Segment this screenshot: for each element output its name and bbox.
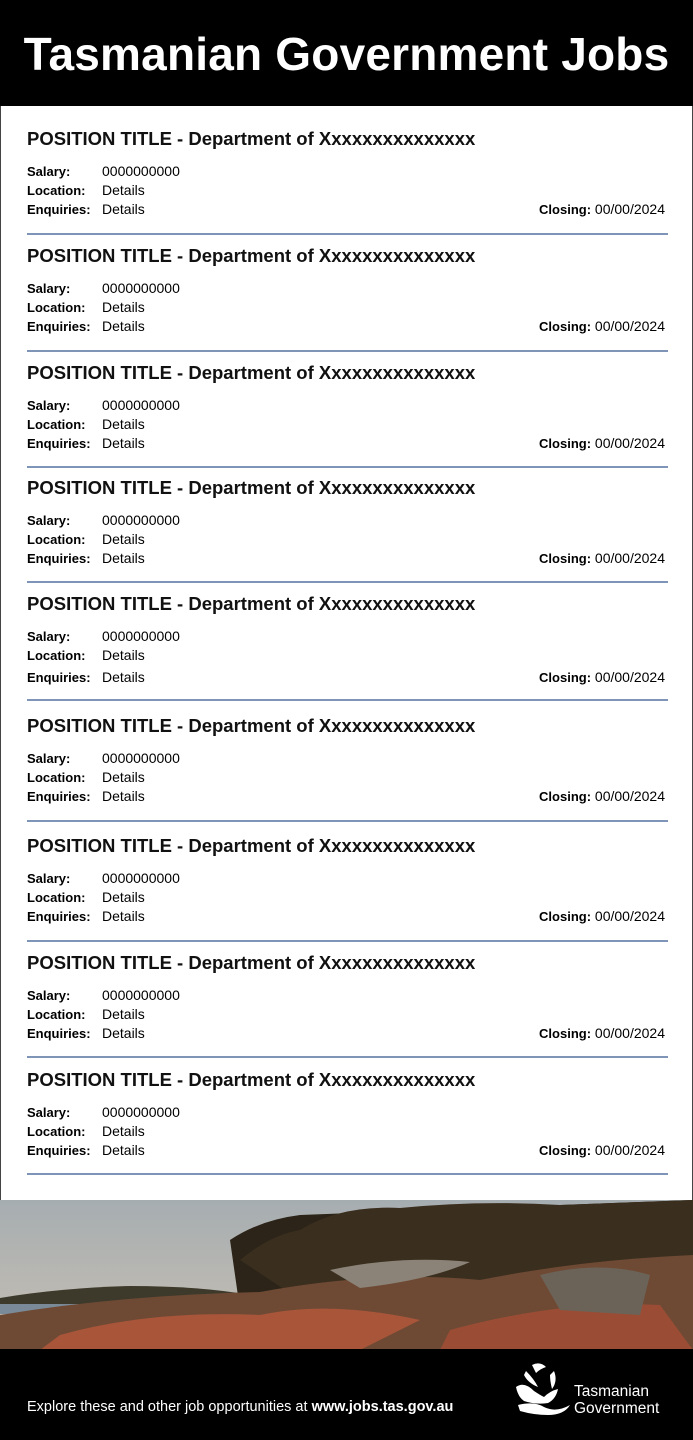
job-listing[interactable] (27, 715, 668, 831)
listing-divider (27, 581, 668, 583)
listing-divider (27, 233, 668, 235)
listing-divider (27, 820, 668, 822)
page-footer (0, 1349, 693, 1440)
salary-row (27, 750, 180, 766)
landscape-image-icon (0, 1200, 693, 1350)
closing-label: Closing: (539, 909, 592, 924)
enquiries-label: Enquiries: (27, 909, 91, 924)
location-label: Location: (27, 648, 86, 663)
closing-value: 00/00/2024 (594, 1025, 665, 1041)
job-listing[interactable] (27, 593, 668, 709)
location-value: Details (102, 531, 145, 547)
enquiries-label: Enquiries: (27, 789, 91, 804)
salary-value: 0000000000 (102, 870, 180, 886)
closing-value: 00/00/2024 (594, 318, 665, 334)
location-label: Location: (27, 532, 86, 547)
listing-divider (27, 699, 668, 701)
tasmanian-government-logo (514, 1359, 674, 1421)
closing-date (539, 788, 665, 804)
enquiries-row (27, 435, 145, 451)
location-value: Details (102, 1006, 145, 1022)
enquiries-row (27, 1025, 145, 1041)
closing-date (539, 1025, 665, 1041)
enquiries-value: Details (102, 201, 145, 217)
position-title[interactable]: POSITION TITLE - Department of Xxxxxxxxxxxxxxx (27, 362, 476, 383)
enquiries-row (27, 201, 145, 217)
jobs-site-link[interactable]: www.jobs.tas.gov.au (311, 1399, 454, 1415)
position-title[interactable]: POSITION TITLE - Department of Xxxxxxxxxxxxxxx (27, 715, 476, 736)
salary-value: 0000000000 (102, 512, 180, 528)
location-value: Details (102, 416, 145, 432)
salary-label: Salary: (27, 871, 71, 886)
salary-row (27, 1104, 180, 1120)
salary-row (27, 512, 180, 528)
closing-date (539, 908, 665, 924)
enquiries-value: Details (102, 788, 145, 804)
location-value: Details (102, 769, 145, 785)
listing-divider (27, 466, 668, 468)
enquiries-label: Enquiries: (27, 1143, 91, 1158)
closing-date (539, 318, 665, 334)
location-label: Location: (27, 1124, 86, 1139)
position-title[interactable]: POSITION TITLE - Department of Xxxxxxxxxxxxxxx (27, 835, 476, 856)
listing-divider (27, 1056, 668, 1058)
closing-value: 00/00/2024 (594, 788, 665, 804)
enquiries-row (27, 1142, 145, 1158)
salary-row (27, 397, 180, 413)
enquiries-row (27, 908, 145, 924)
enquiries-value: Details (102, 318, 145, 334)
listing-divider (27, 350, 668, 352)
job-listing[interactable] (27, 362, 668, 478)
salary-value: 0000000000 (102, 280, 180, 296)
salary-label: Salary: (27, 1105, 71, 1120)
listing-divider (27, 1173, 668, 1175)
closing-value: 00/00/2024 (594, 1142, 665, 1158)
salary-label: Salary: (27, 751, 71, 766)
location-row (27, 1006, 145, 1022)
position-title[interactable]: POSITION TITLE - Department of Xxxxxxxxxxxxxxx (27, 952, 476, 973)
closing-label: Closing: (539, 670, 592, 685)
position-title[interactable]: POSITION TITLE - Department of Xxxxxxxxxxxxxxx (27, 1069, 476, 1090)
location-value: Details (102, 647, 145, 663)
location-value: Details (102, 889, 145, 905)
salary-value: 0000000000 (102, 1104, 180, 1120)
enquiries-label: Enquiries: (27, 1026, 91, 1041)
logo-wordmark (574, 1383, 659, 1417)
landscape-photo (0, 1200, 693, 1350)
closing-date (539, 1142, 665, 1158)
location-row (27, 416, 145, 432)
salary-label: Salary: (27, 398, 71, 413)
location-label: Location: (27, 890, 86, 905)
closing-label: Closing: (539, 436, 592, 451)
closing-date (539, 550, 665, 566)
enquiries-label: Enquiries: (27, 670, 91, 685)
salary-value: 0000000000 (102, 163, 180, 179)
closing-label: Closing: (539, 789, 592, 804)
location-row (27, 1123, 145, 1139)
location-row (27, 647, 145, 663)
salary-row (27, 163, 180, 179)
salary-label: Salary: (27, 988, 71, 1003)
closing-value: 00/00/2024 (594, 201, 665, 217)
salary-row (27, 628, 180, 644)
closing-label: Closing: (539, 202, 592, 217)
enquiries-label: Enquiries: (27, 436, 91, 451)
enquiries-value: Details (102, 435, 145, 451)
location-value: Details (102, 182, 145, 198)
location-value: Details (102, 299, 145, 315)
location-row (27, 182, 145, 198)
job-listing[interactable] (27, 128, 668, 244)
closing-label: Closing: (539, 319, 592, 334)
tasmanian-devil-logo-icon (514, 1361, 572, 1417)
location-value: Details (102, 1123, 145, 1139)
location-row (27, 769, 145, 785)
enquiries-value: Details (102, 669, 145, 685)
location-label: Location: (27, 770, 86, 785)
enquiries-row (27, 550, 145, 566)
closing-value: 00/00/2024 (594, 435, 665, 451)
tagline-text: Explore these and other job opportunities at (27, 1399, 312, 1415)
page-header (0, 0, 693, 106)
closing-date (539, 435, 665, 451)
job-listing[interactable] (27, 1069, 668, 1185)
position-title[interactable]: POSITION TITLE - Department of Xxxxxxxxxxxxxxx (27, 128, 476, 149)
enquiries-value: Details (102, 1142, 145, 1158)
logo-line-1: Tasmanian (574, 1383, 649, 1400)
location-label: Location: (27, 183, 86, 198)
enquiries-row (27, 788, 145, 804)
salary-row (27, 280, 180, 296)
enquiries-label: Enquiries: (27, 202, 91, 217)
listing-divider (27, 940, 668, 942)
location-label: Location: (27, 300, 86, 315)
enquiries-row (27, 318, 145, 334)
closing-value: 00/00/2024 (594, 908, 665, 924)
enquiries-value: Details (102, 908, 145, 924)
position-title[interactable]: POSITION TITLE - Department of Xxxxxxxxxxxxxxx (27, 593, 476, 614)
salary-value: 0000000000 (102, 987, 180, 1003)
salary-value: 0000000000 (102, 750, 180, 766)
job-listing[interactable] (27, 477, 668, 593)
closing-label: Closing: (539, 551, 592, 566)
job-listing[interactable] (27, 835, 668, 951)
closing-value: 00/00/2024 (594, 669, 665, 685)
salary-label: Salary: (27, 281, 71, 296)
closing-date (539, 669, 665, 685)
salary-value: 0000000000 (102, 628, 180, 644)
enquiries-row (27, 669, 145, 685)
enquiries-value: Details (102, 1025, 145, 1041)
salary-label: Salary: (27, 164, 71, 179)
salary-row (27, 987, 180, 1003)
position-title[interactable]: POSITION TITLE - Department of Xxxxxxxxxxxxxxx (27, 477, 476, 498)
logo-line-2: Government (574, 1400, 660, 1417)
location-label: Location: (27, 417, 86, 432)
salary-value: 0000000000 (102, 397, 180, 413)
closing-date (539, 201, 665, 217)
location-row (27, 889, 145, 905)
closing-label: Closing: (539, 1143, 592, 1158)
salary-label: Salary: (27, 629, 71, 644)
page-title: Tasmanian Government Jobs (23, 28, 670, 80)
salary-row (27, 870, 180, 886)
job-listing[interactable] (27, 952, 668, 1068)
location-row (27, 531, 145, 547)
footer-tagline (27, 1399, 453, 1415)
job-listing[interactable] (27, 245, 668, 361)
closing-value: 00/00/2024 (594, 550, 665, 566)
position-title[interactable]: POSITION TITLE - Department of Xxxxxxxxxxxxxxx (27, 245, 476, 266)
enquiries-label: Enquiries: (27, 319, 91, 334)
closing-label: Closing: (539, 1026, 592, 1041)
enquiries-label: Enquiries: (27, 551, 91, 566)
enquiries-value: Details (102, 550, 145, 566)
location-row (27, 299, 145, 315)
location-label: Location: (27, 1007, 86, 1022)
salary-label: Salary: (27, 513, 71, 528)
